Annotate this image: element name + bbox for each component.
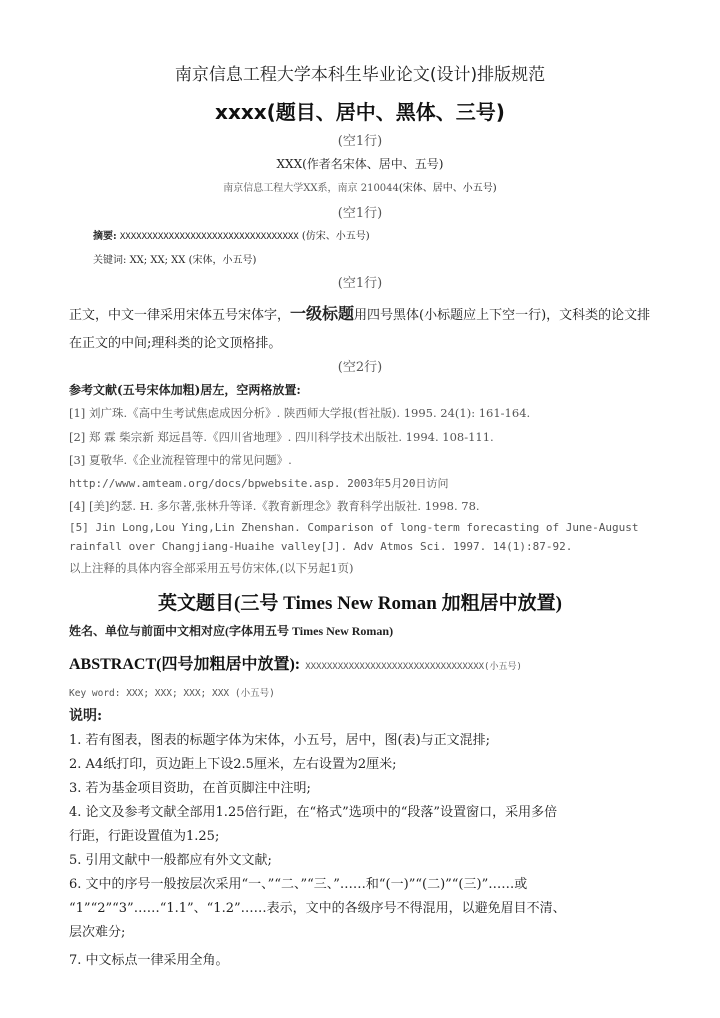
blank-line-note: (空1行) bbox=[337, 276, 383, 291]
abstract-cn-line bbox=[93, 227, 370, 242]
notes-heading: 说明: bbox=[69, 708, 103, 724]
note-item: 2. A4纸打印，页边距上下设2.5厘米，左右设置为2厘米; bbox=[69, 757, 397, 772]
body-text-line-1 bbox=[69, 301, 650, 324]
reference-entry: [1] 刘广珠.《高中生考试焦虑成因分析》. 陕西师大学报(哲社版). 1995. 24(1): 161-164. bbox=[69, 406, 531, 420]
abstract-cn-content: XXXXXXXXXXXXXXXXXXXXXXXXXXXXXXXXX bbox=[119, 232, 299, 242]
abstract-cn-note: (仿宋、小五号) bbox=[301, 231, 370, 242]
keywords-cn-content: XX; XX; XX bbox=[129, 255, 186, 266]
keywords-cn-note: (宋体，小五号) bbox=[188, 255, 257, 266]
english-title: 英文题目(三号 Times New Roman 加粗居中放置) bbox=[158, 593, 562, 614]
doc-title: 南京信息工程大学本科生毕业论文(设计)排版规范 bbox=[174, 65, 546, 85]
author-line: XXX(作者名宋体、居中、五号) bbox=[276, 157, 444, 171]
note-item-continuation: “1”“2”“3”……“1.1”、“1.2”……表示，文中的各级序号不得混用，以避免眉目不清、 bbox=[69, 901, 566, 916]
abstract-cn-label: 摘要: bbox=[93, 231, 117, 242]
references-heading: 参考文献(五号宋体加粗)居左，空两格放置: bbox=[69, 383, 301, 397]
body-text-part: 正文，中文一律采用宋体五号宋体字， bbox=[69, 308, 291, 323]
blank-line-note: (空2行) bbox=[337, 360, 383, 375]
body-text-part: 用四号黑体(小标题应上下空一行)，文科类的论文排 bbox=[354, 308, 651, 323]
english-abstract-label: ABSTRACT(四号加粗居中放置): bbox=[69, 656, 301, 673]
paper-title: xxxx(题目、居中、黑体、三号) bbox=[215, 100, 505, 124]
english-author-line: 姓名、单位与前面中文相对应(字体用五号 Times New Roman) bbox=[69, 624, 394, 638]
reference-entry: [2] 郑 霖 柴宗新 郑远昌等.《四川省地理》. 四川科学技术出版社. 1994. 108-111. bbox=[69, 430, 494, 444]
note-item: 4. 论文及参考文献全部用1.25倍行距，在“格式”选项中的“段落”设置窗口，采用多倍 bbox=[69, 805, 558, 820]
blank-line-note: (空1行) bbox=[337, 206, 383, 221]
blank-line-note: (空1行) bbox=[337, 134, 383, 149]
english-abstract-content: XXXXXXXXXXXXXXXXXXXXXXXXXXXXXXXXX(小五号) bbox=[305, 662, 522, 672]
reference-entry: [5] Jin Long,Lou Ying,Lin Zhenshan. Comparison of long-term forecasting of June-August bbox=[69, 521, 639, 534]
note-item: 6. 文中的序号一般按层次采用“一、”“二、”“三、”……和“(一)”“(二)”“(三)”……或 bbox=[69, 877, 528, 892]
english-keyword-line: Key word: XXX; XXX; XXX; XXX (小五号) bbox=[69, 688, 275, 699]
reference-url: http://www.amteam.org/docs/bpwebsite.asp. 2003年5月20日访问 bbox=[69, 477, 449, 490]
reference-entry: rainfall over Changjiang-Huaihe valley[J]. Adv Atmos Sci. 1997. 14(1):87-92. bbox=[69, 540, 573, 553]
keywords-cn-line bbox=[93, 251, 256, 266]
body-text-line-2: 在正文的中间;理科类的论文顶格排。 bbox=[69, 336, 282, 351]
affiliation-main: 南京信息工程大学XX系，南京 210044 bbox=[223, 183, 399, 194]
references-note: 以上注释的具体内容全部采用五号仿宋体,(以下另起1页) bbox=[69, 561, 354, 575]
reference-entry: [3] 夏敬华.《企业流程管理中的常见问题》. bbox=[69, 453, 292, 467]
note-item: 3. 若为基金项目资助，在首页脚注中注明; bbox=[69, 781, 311, 796]
affiliation-note: (宋体、居中、小五号) bbox=[398, 183, 497, 194]
note-item-continuation: 行距，行距设置值为1.25; bbox=[69, 829, 220, 844]
note-item-continuation: 层次难分; bbox=[69, 925, 126, 940]
english-abstract-line bbox=[69, 651, 522, 674]
note-item: 7. 中文标点一律采用全角。 bbox=[69, 953, 229, 968]
keywords-cn-label: 关键词: bbox=[93, 255, 127, 266]
reference-entry: [4] [美]约瑟. H. 多尔著,张林升等译.《教育新理念》教育科学出版社. 1998. 78. bbox=[69, 499, 480, 513]
note-item: 5. 引用文献中一般都应有外文文献; bbox=[69, 853, 272, 868]
level1-heading-emph: 一级标题 bbox=[290, 304, 355, 323]
affiliation-line bbox=[0, 179, 720, 194]
note-item: 1. 若有图表，图表的标题字体为宋体，小五号，居中，图(表)与正文混排; bbox=[69, 733, 491, 748]
